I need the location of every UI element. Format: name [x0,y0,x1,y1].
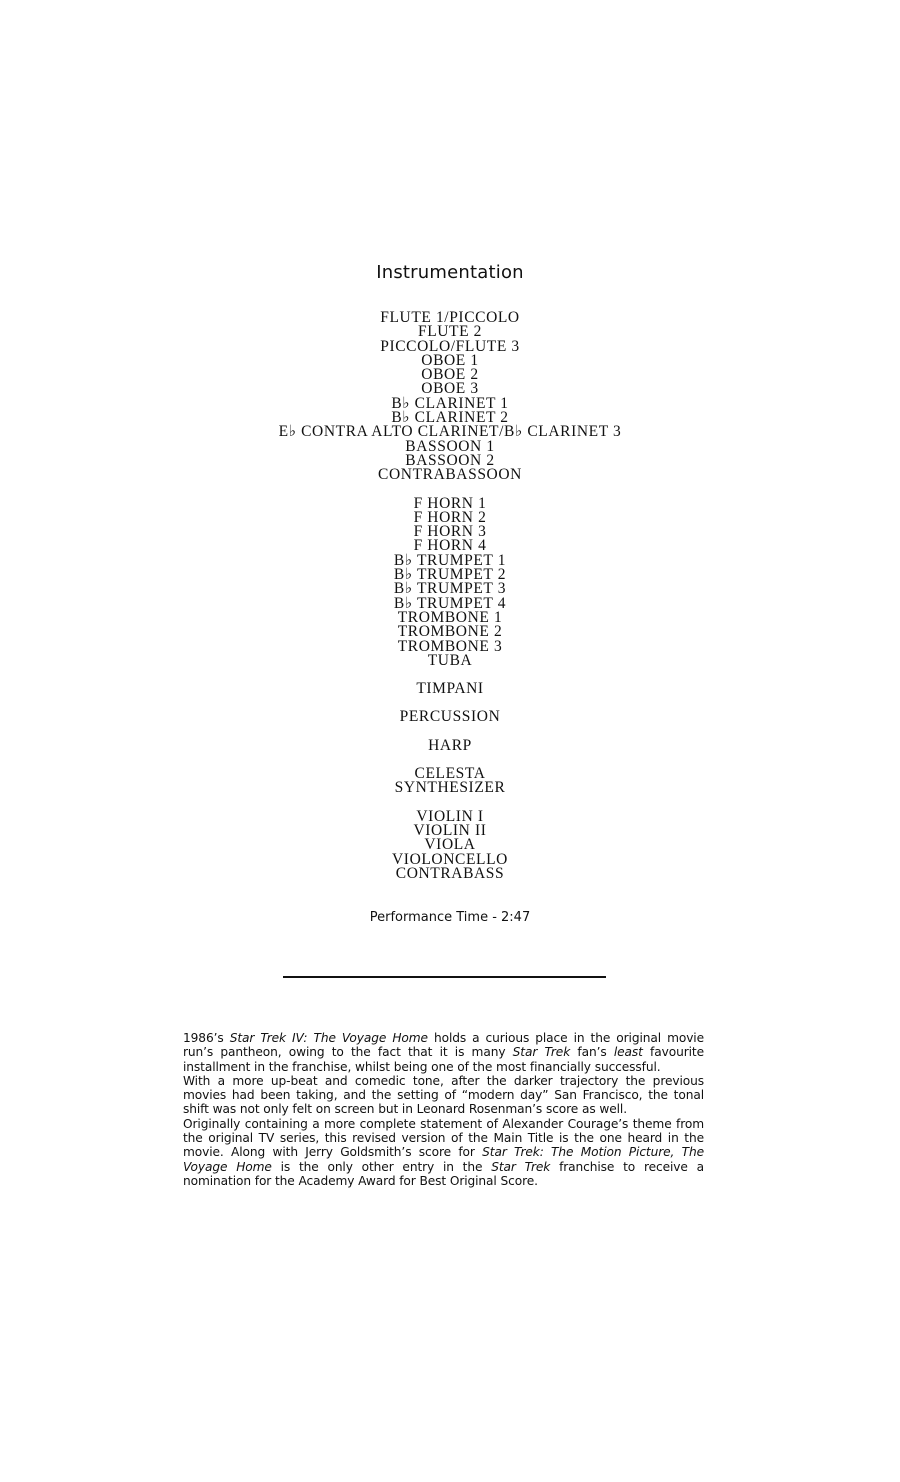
instrument-line: VIOLIN II [413,821,487,839]
instrument-line: F HORN 2 [413,508,487,526]
notes-text: is the only other entry in the [271,1159,492,1174]
instrument-line: OBOE 2 [421,366,479,384]
instrument-line: TROMBONE 2 [397,623,503,641]
instrument-line: SYNTHESIZER [394,779,506,797]
notes-text: Originally containing a more complete statement of Alexander Courage’s theme from the original TV series, this revised version of the Main Title is the one heard in the movie. Along with Jerry Goldsmith’s score for [183,1116,704,1160]
instrument-line: TROMBONE 3 [397,637,503,655]
instrument-line: E♭ CONTRA ALTO CLARINET/B♭ CLARINET 3 [278,423,622,441]
instrument-group-harp [0,736,900,754]
emphasis-italic: least [613,1045,643,1060]
instrument-group-timpani [0,682,900,696]
instrument-group-keyboards [0,767,900,796]
instrument-line: B♭ TRUMPET 2 [393,566,507,584]
notes-text: With a more up-beat and comedic tone, after the darker trajectory the previous movies had been taking, and the setting of “modern day” San Francisco, the tonal shift was not only felt on screen but in Leonard Rosenman’s score as well. [183,1073,704,1117]
page-title: Instrumentation [376,262,524,283]
movie-title-italic: Star Trek: The Motion Picture, The Voyage Home [183,1145,704,1174]
instrument-line: F HORN 3 [413,523,487,541]
franchise-title-italic: Star Trek [491,1159,551,1174]
instrument-line: B♭ TRUMPET 3 [393,580,507,598]
instrument-line: CONTRABASSOON [378,466,522,484]
instrument-line: CONTRABASS [395,864,505,882]
notes-paragraph-1 [183,1031,704,1074]
instrument-list [0,311,900,895]
instrument-line: OBOE 1 [421,351,479,369]
instrument-line: FLUTE 1/PICCOLO [380,309,520,326]
instrument-line: F HORN 4 [413,537,487,555]
instrument-line: F HORN 1 [413,494,487,512]
notes-text: favourite installment in the franchise, whilst being one of the most financially successful. [183,1045,704,1074]
instrument-line: TUBA [427,651,473,669]
instrument-line: B♭ TRUMPET 1 [393,551,507,569]
notes-paragraph-2 [183,1074,704,1117]
instrument-line: CELESTA [414,765,486,783]
instrument-group-woodwinds [0,311,900,483]
instrument-group-strings [0,807,900,882]
instrument-line: BASSOON 2 [405,451,495,469]
instrument-group-brass [0,494,900,669]
notes-text: 1986’s [183,1031,230,1045]
instrument-line: VIOLA [424,836,476,854]
notes-text: franchise to receive a nomination for the Academy Award for Best Original Score. [183,1159,704,1188]
instrument-line: B♭ CLARINET 1 [391,394,509,412]
instrument-line: PERCUSSION [399,708,501,726]
instrument-line: VIOLIN I [416,807,484,825]
divider-rule [283,976,606,978]
instrument-line: OBOE 3 [421,380,479,398]
notes-text: holds a curious place in the original movie run’s pantheon, owing to the fact that it is many [183,1031,704,1060]
instrument-line: PICCOLO/FLUTE 3 [380,337,520,355]
notes-text: fan’s [570,1045,614,1060]
instrument-line: TROMBONE 1 [397,608,503,626]
movie-title-italic: Star Trek IV: The Voyage Home [229,1031,428,1045]
program-notes [183,1031,704,1188]
instrument-line: FLUTE 2 [417,323,483,341]
instrument-line: B♭ TRUMPET 4 [393,594,507,612]
franchise-title-italic: Star Trek [512,1045,571,1060]
instrument-group-percussion [0,710,900,724]
instrument-line: B♭ CLARINET 2 [391,409,509,427]
instrument-line: HARP [428,736,472,754]
instrument-line: BASSOON 1 [405,437,495,455]
instrument-line: VIOLONCELLO [392,850,508,868]
notes-paragraph-3 [183,1117,704,1188]
performance-time: Performance Time - 2:47 [369,910,531,925]
instrument-line: TIMPANI [416,680,484,698]
